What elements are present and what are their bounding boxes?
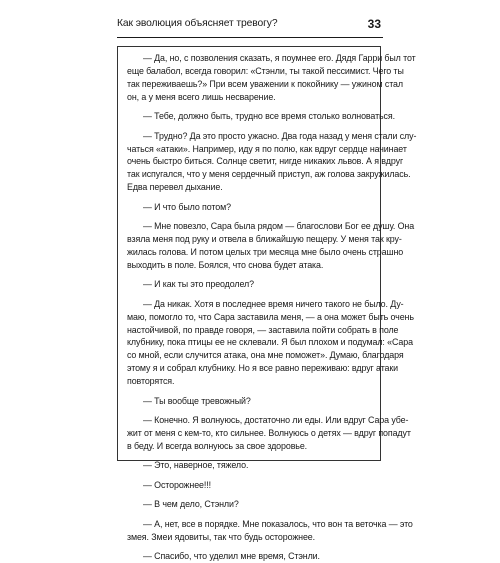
dialogue-paragraph — [127, 459, 371, 472]
paragraph-gap — [127, 408, 371, 415]
text-line: он, а у меня всего лишь несварение. — [127, 91, 276, 102]
text-line: — Да, но, с позволения сказать, я поумнее его. Дядя Гарри был тот — [143, 53, 416, 63]
dialogue-paragraph — [127, 130, 417, 194]
text-line: — Спасибо, что уделил мне время, Стэнли. — [143, 551, 320, 562]
paragraph-gap — [127, 194, 371, 201]
dialogue-paragraph — [127, 498, 371, 511]
text-line: — Трудно? Да это просто ужасно. Два года назад у меня стали слу- — [143, 130, 417, 141]
text-line: — В чем дело, Стэнли? — [143, 499, 239, 510]
dialogue-paragraph — [127, 479, 371, 492]
paragraph-gap — [127, 272, 371, 279]
dialogue-paragraph — [127, 278, 371, 291]
text-line: очень быстро биться. Солнце светит, нигде никаких львов. А я вдруг — [127, 156, 404, 167]
text-line: этому я и собрал клубнику. Но я все равно переживаю: вдруг атаки — [127, 363, 399, 374]
paragraph-gap — [127, 291, 371, 298]
text-line: Едва перевел дыхание. — [127, 182, 223, 193]
paragraph-gap — [127, 453, 371, 460]
text-line: клубнику, пока птицы ее не склевали. Я был плохом и подумал: «Сара — [127, 337, 413, 348]
paragraph-gap — [127, 214, 371, 221]
text-line: — Да никак. Хотя в последнее время ничего такого не было. Ду- — [143, 298, 404, 309]
dialogue-paragraph — [127, 414, 411, 453]
text-line: чаться «атаки». Например, иду я по полю, как вдруг сердце начинает — [127, 143, 407, 154]
text-line: настойчивой, по правде говоря, — заставила пойти собрать в поле — [127, 324, 399, 335]
paragraph-gap — [127, 544, 371, 551]
text-line: — И как ты это преодолел? — [143, 279, 254, 290]
text-line: — Осторожнее!!! — [143, 479, 211, 490]
dialogue-paragraph — [127, 518, 413, 544]
dialogue-paragraph — [127, 395, 371, 408]
dialogue-paragraph — [127, 550, 371, 563]
text-line: — И что было потом? — [143, 201, 231, 212]
paragraph-gap — [127, 388, 371, 395]
dialogue-paragraph — [127, 298, 414, 388]
text-line: еще балабол, всегда говорил: «Стэнли, ты такой пессимист. Чего ты — [127, 65, 404, 76]
text-line: — Мне повезло, Сара была рядом — благослови Бог ее душу. Она — [143, 221, 415, 232]
running-head — [117, 17, 381, 37]
text-line: змея. Змеи ядовиты, так что будь осторожнее. — [127, 531, 315, 542]
text-line: — Конечно. Я волнуюсь, достаточно ли еды. Или вдруг Сара убе- — [143, 415, 409, 426]
dialogue-paragraph — [127, 52, 416, 104]
paragraph-gap — [127, 472, 371, 479]
text-line: так переживаешь?» При всем уважении к покойнику — ужином стал — [127, 78, 403, 89]
dialogue-box — [117, 46, 417, 562]
paragraph-gap — [127, 492, 371, 499]
dialogue-paragraph — [127, 110, 395, 123]
text-line: — А, нет, все в порядке. Мне показалось, что вон та веточка — это — [143, 518, 413, 529]
header-rule — [117, 37, 383, 38]
text-line: со мной, если случится атака, она мне поможет». Думаю, благодаря — [127, 350, 404, 361]
running-title: Как эволюция объясняет тревогу? — [117, 18, 278, 29]
text-line: маю, помогло то, что Сара заставила меня, — а она может быть очень — [127, 311, 414, 322]
text-line: — Тебе, должно быть, трудно все время столько волноваться. — [143, 111, 395, 122]
text-line: повторятся. — [127, 376, 175, 387]
paragraph-gap — [127, 104, 371, 111]
paragraph-gap — [127, 123, 371, 130]
text-line: в беду. И всегда волнуюсь за свое здоровье. — [127, 440, 308, 451]
text-line: жилась голова. И потом целых три месяца мне было очень страшно — [127, 246, 404, 257]
text-line: — Ты вообще тревожный? — [143, 395, 251, 406]
dialogue-paragraph — [127, 201, 371, 214]
dialogue-paragraph — [127, 220, 415, 272]
paragraph-gap — [127, 511, 371, 518]
text-line: взяла меня под руку и отвела в ближайшую пещеру. У меня так кру- — [127, 234, 402, 245]
text-line: так испугался, что у меня сердечный приступ, аж голова закружилась. — [127, 169, 411, 180]
page-number: 33 — [367, 17, 381, 31]
text-line: — Это, наверное, тяжело. — [143, 460, 249, 471]
text-line: жит от меня с кем-то, кто сильнее. Волнуюсь о детях — вдруг попадут — [127, 428, 411, 439]
text-line: выходить в поле. Боялся, что снова будет атака. — [127, 259, 324, 270]
